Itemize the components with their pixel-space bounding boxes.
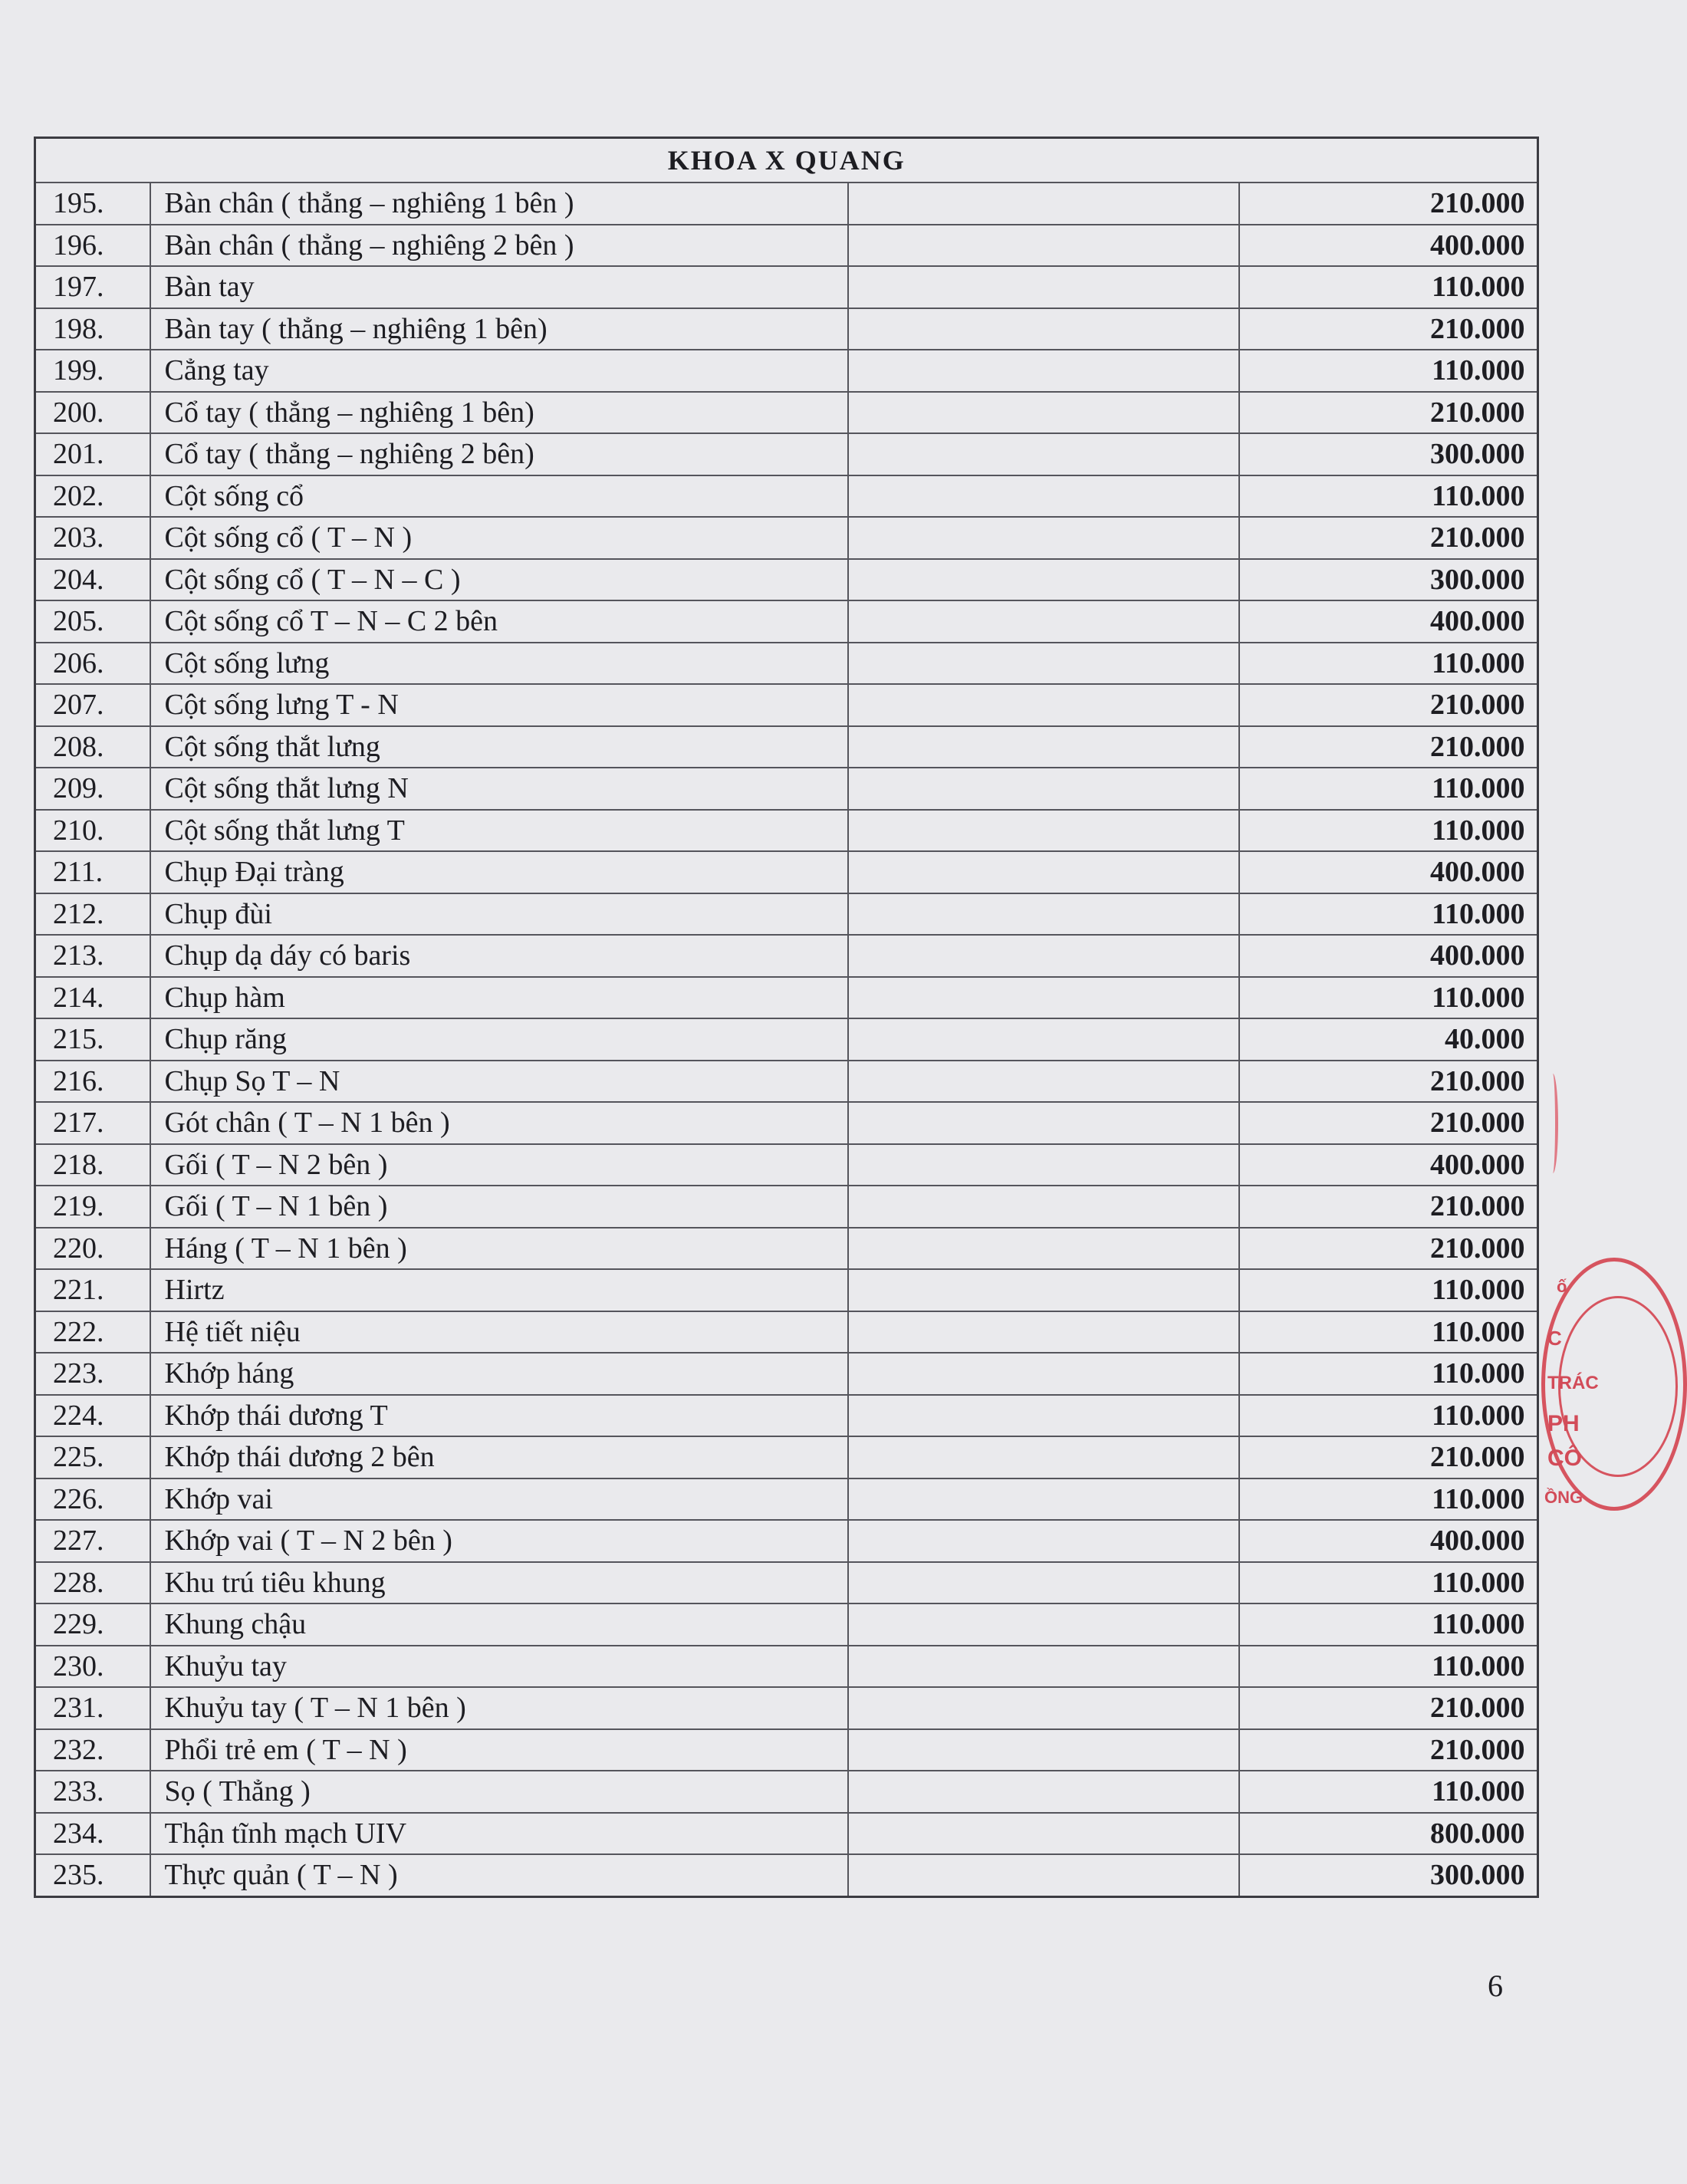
stamp-edge-mark — [1547, 1074, 1558, 1173]
row-number: 224. — [35, 1395, 150, 1437]
price-value: 110.000 — [1239, 1395, 1538, 1437]
table-row — [35, 643, 1538, 685]
page-number: 6 — [1488, 1969, 1503, 2003]
table-row — [35, 392, 1538, 434]
blank-cell — [848, 517, 1239, 559]
row-number: 211. — [35, 851, 150, 893]
price-value: 210.000 — [1239, 1186, 1538, 1228]
service-name: Khớp vai — [150, 1478, 848, 1521]
service-name: Hệ tiết niệu — [150, 1311, 848, 1353]
row-number: 217. — [35, 1102, 150, 1144]
service-name: Chụp Đại tràng — [150, 851, 848, 893]
table-row — [35, 935, 1538, 977]
service-name: Khung chậu — [150, 1603, 848, 1646]
price-value: 110.000 — [1239, 810, 1538, 852]
price-value: 210.000 — [1239, 308, 1538, 350]
table-row — [35, 1729, 1538, 1771]
stamp-text: ố — [1557, 1277, 1567, 1296]
price-value: 40.000 — [1239, 1018, 1538, 1061]
blank-cell — [848, 643, 1239, 685]
table-row — [35, 1353, 1538, 1395]
row-number: 234. — [35, 1813, 150, 1855]
service-name: Khớp thái dương 2 bên — [150, 1436, 848, 1478]
blank-cell — [848, 893, 1239, 936]
blank-cell — [848, 851, 1239, 893]
service-name: Chụp dạ dáy có baris — [150, 935, 848, 977]
blank-cell — [848, 1269, 1239, 1311]
blank-cell — [848, 1228, 1239, 1270]
blank-cell — [848, 977, 1239, 1019]
blank-cell — [848, 350, 1239, 392]
table-row — [35, 1854, 1538, 1896]
row-number: 213. — [35, 935, 150, 977]
service-name: Bàn chân ( thẳng – nghiêng 1 bên ) — [150, 183, 848, 225]
row-number: 195. — [35, 183, 150, 225]
price-value: 400.000 — [1239, 600, 1538, 643]
table-row — [35, 684, 1538, 726]
price-value: 300.000 — [1239, 433, 1538, 475]
row-number: 204. — [35, 559, 150, 601]
price-value: 110.000 — [1239, 350, 1538, 392]
price-value: 110.000 — [1239, 1311, 1538, 1353]
service-name: Cột sống cổ ( T – N – C ) — [150, 559, 848, 601]
table-row — [35, 266, 1538, 308]
price-value: 300.000 — [1239, 1854, 1538, 1896]
blank-cell — [848, 684, 1239, 726]
table-row — [35, 600, 1538, 643]
blank-cell — [848, 1603, 1239, 1646]
row-number: 233. — [35, 1771, 150, 1813]
price-value: 210.000 — [1239, 726, 1538, 768]
table-row — [35, 225, 1538, 267]
service-name: Chụp Sọ T – N — [150, 1061, 848, 1103]
price-value: 400.000 — [1239, 1144, 1538, 1186]
table-row — [35, 1478, 1538, 1521]
service-name: Cột sống thắt lưng T — [150, 810, 848, 852]
row-number: 205. — [35, 600, 150, 643]
service-name: Phổi trẻ em ( T – N ) — [150, 1729, 848, 1771]
row-number: 222. — [35, 1311, 150, 1353]
price-value: 110.000 — [1239, 266, 1538, 308]
row-number: 201. — [35, 433, 150, 475]
table-row — [35, 851, 1538, 893]
row-number: 209. — [35, 768, 150, 810]
blank-cell — [848, 1144, 1239, 1186]
table-row — [35, 559, 1538, 601]
table-row — [35, 1228, 1538, 1270]
service-name: Thực quản ( T – N ) — [150, 1854, 848, 1896]
row-number: 203. — [35, 517, 150, 559]
price-value: 400.000 — [1239, 225, 1538, 267]
blank-cell — [848, 1562, 1239, 1604]
row-number: 231. — [35, 1687, 150, 1729]
row-number: 212. — [35, 893, 150, 936]
service-name: Khớp thái dương T — [150, 1395, 848, 1437]
price-value: 110.000 — [1239, 1646, 1538, 1688]
row-number: 199. — [35, 350, 150, 392]
table-row — [35, 433, 1538, 475]
service-name: Cột sống lưng — [150, 643, 848, 685]
table-row — [35, 350, 1538, 392]
row-number: 220. — [35, 1228, 150, 1270]
price-value: 800.000 — [1239, 1813, 1538, 1855]
blank-cell — [848, 1436, 1239, 1478]
table-row — [35, 1687, 1538, 1729]
price-value: 210.000 — [1239, 1102, 1538, 1144]
table-row — [35, 1186, 1538, 1228]
price-value: 400.000 — [1239, 1520, 1538, 1562]
blank-cell — [848, 392, 1239, 434]
price-value: 110.000 — [1239, 1771, 1538, 1813]
price-value: 110.000 — [1239, 977, 1538, 1019]
blank-cell — [848, 266, 1239, 308]
service-name: Khớp háng — [150, 1353, 848, 1395]
row-number: 219. — [35, 1186, 150, 1228]
row-number: 226. — [35, 1478, 150, 1521]
section-header-row — [35, 138, 1538, 183]
service-name: Gối ( T – N 2 bên ) — [150, 1144, 848, 1186]
service-name: Bàn tay — [150, 266, 848, 308]
table-row — [35, 1018, 1538, 1061]
table-row — [35, 1436, 1538, 1478]
service-name: Khu trú tiêu khung — [150, 1562, 848, 1604]
row-number: 221. — [35, 1269, 150, 1311]
table-row — [35, 768, 1538, 810]
row-number: 200. — [35, 392, 150, 434]
stamp-text: ỒNG — [1544, 1488, 1583, 1507]
price-value: 400.000 — [1239, 851, 1538, 893]
service-name: Háng ( T – N 1 bên ) — [150, 1228, 848, 1270]
service-name: Hirtz — [150, 1269, 848, 1311]
price-value: 210.000 — [1239, 1436, 1538, 1478]
blank-cell — [848, 183, 1239, 225]
price-table — [34, 136, 1539, 1898]
price-value: 210.000 — [1239, 1729, 1538, 1771]
price-value: 110.000 — [1239, 1353, 1538, 1395]
service-name: Khuỷu tay ( T – N 1 bên ) — [150, 1687, 848, 1729]
blank-cell — [848, 1353, 1239, 1395]
stamp-text: CÔ — [1547, 1446, 1582, 1471]
table-row — [35, 1520, 1538, 1562]
service-name: Bàn tay ( thẳng – nghiêng 1 bên) — [150, 308, 848, 350]
blank-cell — [848, 433, 1239, 475]
service-name: Chụp răng — [150, 1018, 848, 1061]
service-name: Khuỷu tay — [150, 1646, 848, 1688]
blank-cell — [848, 600, 1239, 643]
blank-cell — [848, 1520, 1239, 1562]
price-value: 110.000 — [1239, 475, 1538, 518]
row-number: 223. — [35, 1353, 150, 1395]
price-value: 110.000 — [1239, 1478, 1538, 1521]
row-number: 208. — [35, 726, 150, 768]
service-name: Cổ tay ( thẳng – nghiêng 1 bên) — [150, 392, 848, 434]
blank-cell — [848, 1395, 1239, 1437]
stamp-text: PH — [1547, 1411, 1580, 1436]
price-value: 210.000 — [1239, 517, 1538, 559]
service-name: Bàn chân ( thẳng – nghiêng 2 bên ) — [150, 225, 848, 267]
row-number: 214. — [35, 977, 150, 1019]
blank-cell — [848, 1646, 1239, 1688]
price-value: 210.000 — [1239, 1061, 1538, 1103]
blank-cell — [848, 1729, 1239, 1771]
row-number: 230. — [35, 1646, 150, 1688]
table-row — [35, 1395, 1538, 1437]
price-value: 210.000 — [1239, 1228, 1538, 1270]
table-row — [35, 1269, 1538, 1311]
blank-cell — [848, 1478, 1239, 1521]
row-number: 210. — [35, 810, 150, 852]
row-number: 227. — [35, 1520, 150, 1562]
blank-cell — [848, 1186, 1239, 1228]
blank-cell — [848, 1061, 1239, 1103]
price-value: 300.000 — [1239, 559, 1538, 601]
service-name: Chụp hàm — [150, 977, 848, 1019]
row-number: 216. — [35, 1061, 150, 1103]
row-number: 215. — [35, 1018, 150, 1061]
row-number: 225. — [35, 1436, 150, 1478]
service-name: Sọ ( Thẳng ) — [150, 1771, 848, 1813]
blank-cell — [848, 810, 1239, 852]
row-number: 207. — [35, 684, 150, 726]
blank-cell — [848, 1687, 1239, 1729]
blank-cell — [848, 559, 1239, 601]
table-row — [35, 726, 1538, 768]
blank-cell — [848, 1854, 1239, 1896]
table-row — [35, 1646, 1538, 1688]
price-value: 110.000 — [1239, 768, 1538, 810]
row-number: 198. — [35, 308, 150, 350]
table-row — [35, 1061, 1538, 1103]
blank-cell — [848, 726, 1239, 768]
table-row — [35, 893, 1538, 936]
service-name: Cổ tay ( thẳng – nghiêng 2 bên) — [150, 433, 848, 475]
table-row — [35, 1144, 1538, 1186]
table-row — [35, 1603, 1538, 1646]
service-name: Cột sống thắt lưng N — [150, 768, 848, 810]
row-number: 229. — [35, 1603, 150, 1646]
blank-cell — [848, 225, 1239, 267]
service-name: Khớp vai ( T – N 2 bên ) — [150, 1520, 848, 1562]
stamp-text: TRÁC — [1547, 1373, 1599, 1393]
blank-cell — [848, 475, 1239, 518]
row-number: 228. — [35, 1562, 150, 1604]
row-number: 196. — [35, 225, 150, 267]
table-row — [35, 1102, 1538, 1144]
service-name: Gót chân ( T – N 1 bên ) — [150, 1102, 848, 1144]
price-value: 110.000 — [1239, 1603, 1538, 1646]
blank-cell — [848, 1102, 1239, 1144]
blank-cell — [848, 308, 1239, 350]
table-row — [35, 1311, 1538, 1353]
price-value: 210.000 — [1239, 684, 1538, 726]
price-value: 210.000 — [1239, 183, 1538, 225]
price-value: 210.000 — [1239, 1687, 1538, 1729]
table-row — [35, 308, 1538, 350]
price-value: 110.000 — [1239, 1562, 1538, 1604]
blank-cell — [848, 1311, 1239, 1353]
blank-cell — [848, 768, 1239, 810]
section-title: KHOA X QUANG — [35, 138, 1538, 183]
blank-cell — [848, 935, 1239, 977]
service-name: Chụp đùi — [150, 893, 848, 936]
table-row — [35, 977, 1538, 1019]
service-name: Cẳng tay — [150, 350, 848, 392]
service-name: Cột sống thắt lưng — [150, 726, 848, 768]
row-number: 202. — [35, 475, 150, 518]
price-value: 110.000 — [1239, 893, 1538, 936]
service-name: Cột sống cổ — [150, 475, 848, 518]
service-name: Cột sống lưng T - N — [150, 684, 848, 726]
service-name: Cột sống cổ ( T – N ) — [150, 517, 848, 559]
table-row — [35, 810, 1538, 852]
service-name: Thận tĩnh mạch UIV — [150, 1813, 848, 1855]
price-value: 400.000 — [1239, 935, 1538, 977]
service-name: Cột sống cổ T – N – C 2 bên — [150, 600, 848, 643]
row-number: 206. — [35, 643, 150, 685]
table-body — [35, 138, 1538, 1897]
table-row — [35, 183, 1538, 225]
row-number: 232. — [35, 1729, 150, 1771]
table-row — [35, 1562, 1538, 1604]
blank-cell — [848, 1813, 1239, 1855]
blank-cell — [848, 1771, 1239, 1813]
price-value: 210.000 — [1239, 392, 1538, 434]
row-number: 218. — [35, 1144, 150, 1186]
table-row — [35, 517, 1538, 559]
table-row — [35, 1813, 1538, 1855]
stamp-text: C — [1547, 1327, 1562, 1350]
price-value: 110.000 — [1239, 643, 1538, 685]
service-name: Gối ( T – N 1 bên ) — [150, 1186, 848, 1228]
table-row — [35, 475, 1538, 518]
table-row — [35, 1771, 1538, 1813]
price-value: 110.000 — [1239, 1269, 1538, 1311]
row-number: 235. — [35, 1854, 150, 1896]
row-number: 197. — [35, 266, 150, 308]
blank-cell — [848, 1018, 1239, 1061]
